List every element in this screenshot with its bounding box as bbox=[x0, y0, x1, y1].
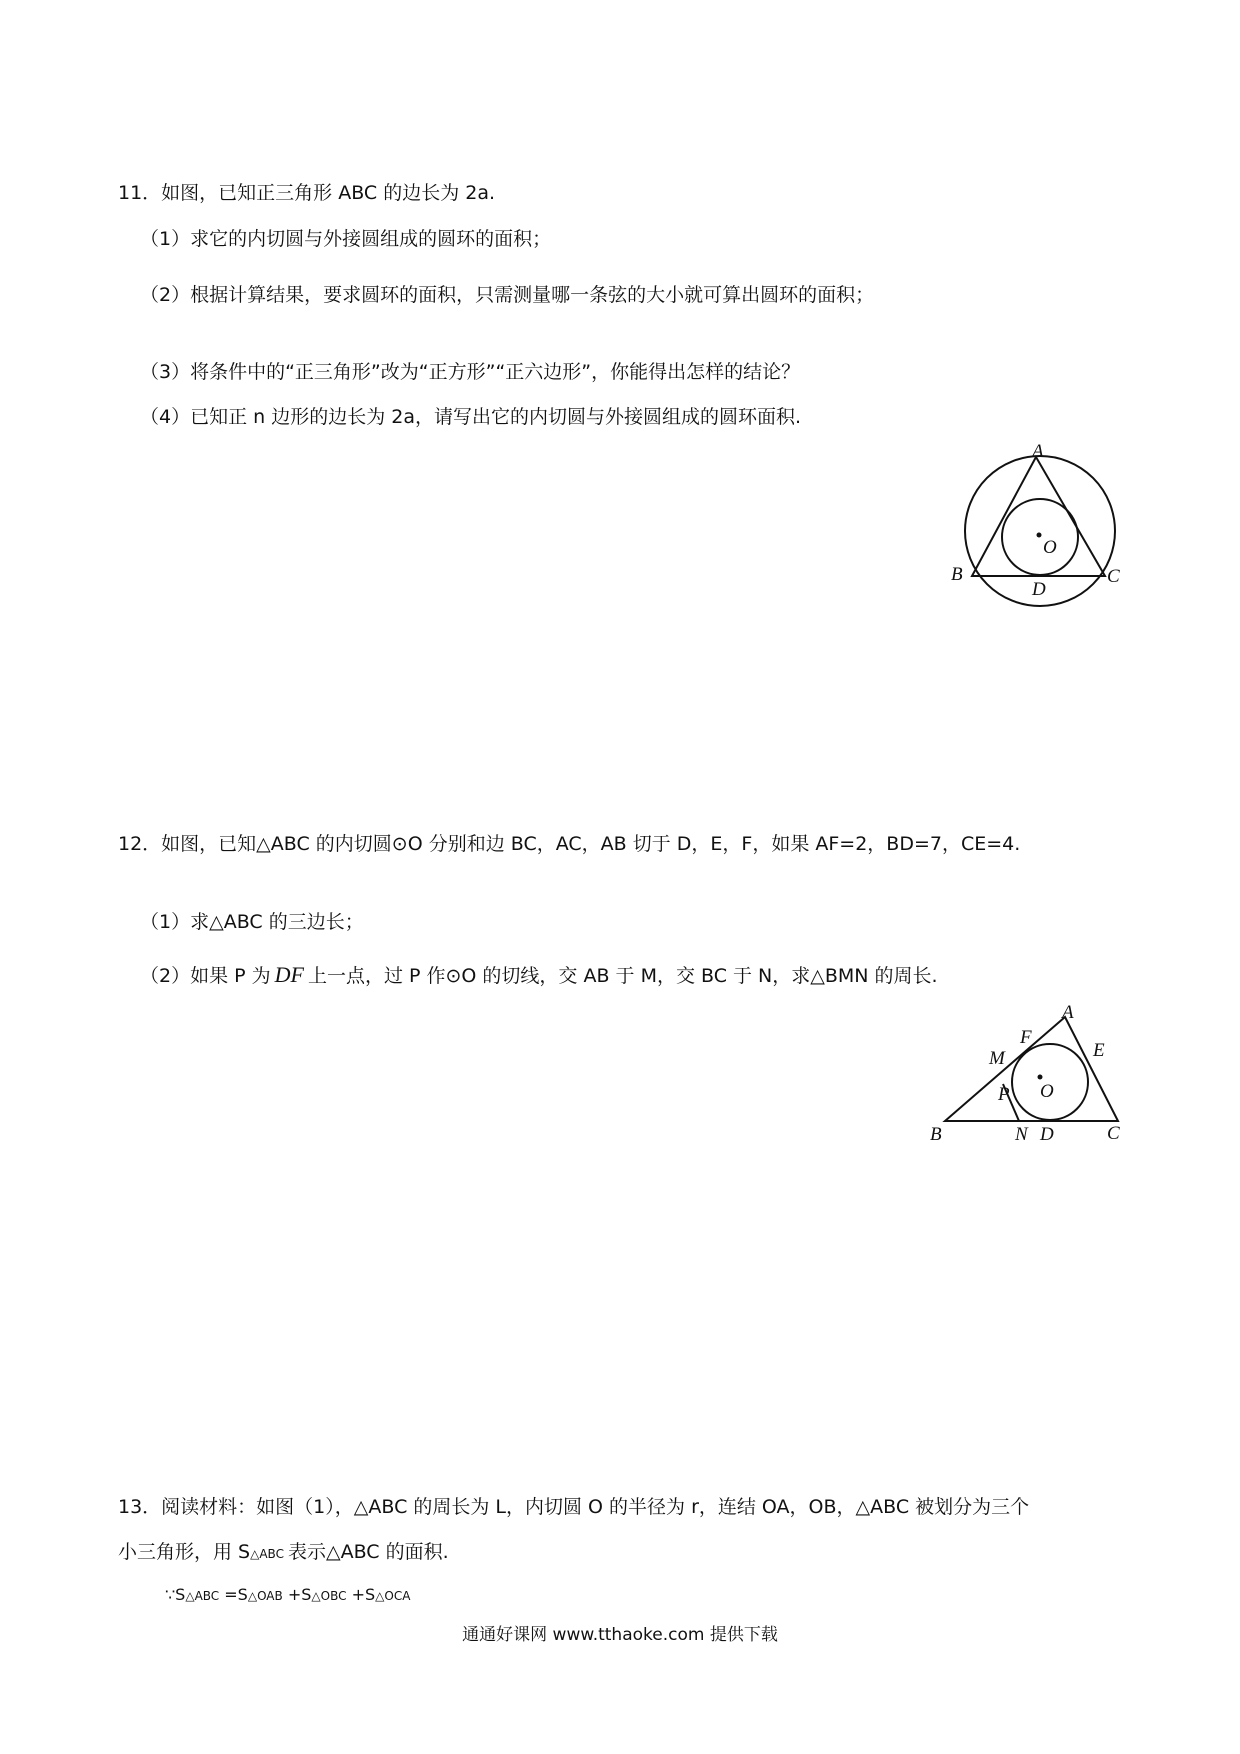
label-o: O bbox=[1043, 537, 1057, 558]
label-p: P bbox=[998, 1084, 1010, 1105]
label-n: N bbox=[1015, 1124, 1028, 1145]
arc-df: DF bbox=[274, 962, 304, 987]
q11-part3: （3）将条件中的“正三角形”改为“正方形”“正六边形”，你能得出怎样的结论？ bbox=[140, 361, 801, 383]
q13-line1: 13．阅读材料：如图（1），△ABC 的周长为 L，内切圆 O 的半径为 r，连结 OA，OB，△ABC 被划分为三个 bbox=[118, 1496, 1030, 1518]
q13-line2-start: 小三角形，用 S bbox=[118, 1541, 251, 1563]
q11-title: 11．如图，已知正三角形 ABC 的边长为 2a. bbox=[118, 182, 496, 204]
q13-line2 bbox=[118, 1540, 449, 1566]
q11-figure bbox=[950, 440, 1130, 620]
q12-part1: （1）求△ABC 的三边长； bbox=[140, 911, 364, 933]
formula-sub-oca: △OCA bbox=[375, 1589, 411, 1603]
center-point bbox=[1037, 533, 1042, 538]
formula-sub-oab: △OAB bbox=[247, 1589, 283, 1603]
label-a: A bbox=[1032, 441, 1044, 462]
formula-since: ∵S bbox=[165, 1585, 186, 1604]
label-f: F bbox=[1020, 1027, 1032, 1048]
q13-line2-sub: △ABC bbox=[250, 1547, 284, 1561]
formula-sub-abc: △ABC bbox=[185, 1589, 220, 1603]
q12-part2-end: 上一点，过 P 作⊙O 的切线，交 AB 于 M，交 BC 于 N，求△BMN 的周长. bbox=[307, 965, 938, 987]
triangle-abc bbox=[972, 457, 1105, 576]
q11-part4: （4）已知正 n 边形的边长为 2a，请写出它的内切圆与外接圆组成的圆环面积. bbox=[140, 406, 802, 428]
q13-line2-end: 表示△ABC 的面积. bbox=[287, 1541, 449, 1563]
q13-formula bbox=[165, 1583, 410, 1608]
label-a: A bbox=[1062, 1002, 1074, 1023]
q12-part2 bbox=[140, 963, 938, 988]
q12-part2-start: （2）如果 P 为 bbox=[140, 965, 271, 987]
label-o: O bbox=[1040, 1081, 1054, 1102]
formula-plus1: +S bbox=[282, 1585, 312, 1604]
label-c: C bbox=[1107, 566, 1120, 587]
label-m: M bbox=[989, 1048, 1005, 1069]
label-b: B bbox=[951, 564, 963, 585]
q12-title: 12．如图，已知△ABC 的内切圆⊙O 分别和边 BC，AC，AB 切于 D，E，F，如果 AF=2，BD=7，CE=4. bbox=[118, 833, 1021, 855]
label-d: D bbox=[1040, 1124, 1054, 1145]
page-footer: 通通好课网 www.tthaoke.com 提供下载 bbox=[462, 1625, 778, 1645]
formula-eq: =S bbox=[219, 1585, 248, 1604]
formula-plus2: +S bbox=[346, 1585, 376, 1604]
q12-figure bbox=[925, 1000, 1135, 1145]
q11-part1: （1）求它的内切圆与外接圆组成的圆环的面积； bbox=[140, 228, 552, 250]
center-point bbox=[1038, 1075, 1043, 1080]
q11-part2: （2）根据计算结果，要求圆环的面积，只需测量哪一条弦的大小就可算出圆环的面积； bbox=[140, 284, 875, 306]
formula-sub-obc: △OBC bbox=[311, 1589, 347, 1603]
label-e: E bbox=[1093, 1040, 1105, 1061]
label-b: B bbox=[930, 1124, 942, 1145]
label-d: D bbox=[1032, 579, 1046, 600]
label-c: C bbox=[1107, 1123, 1120, 1144]
